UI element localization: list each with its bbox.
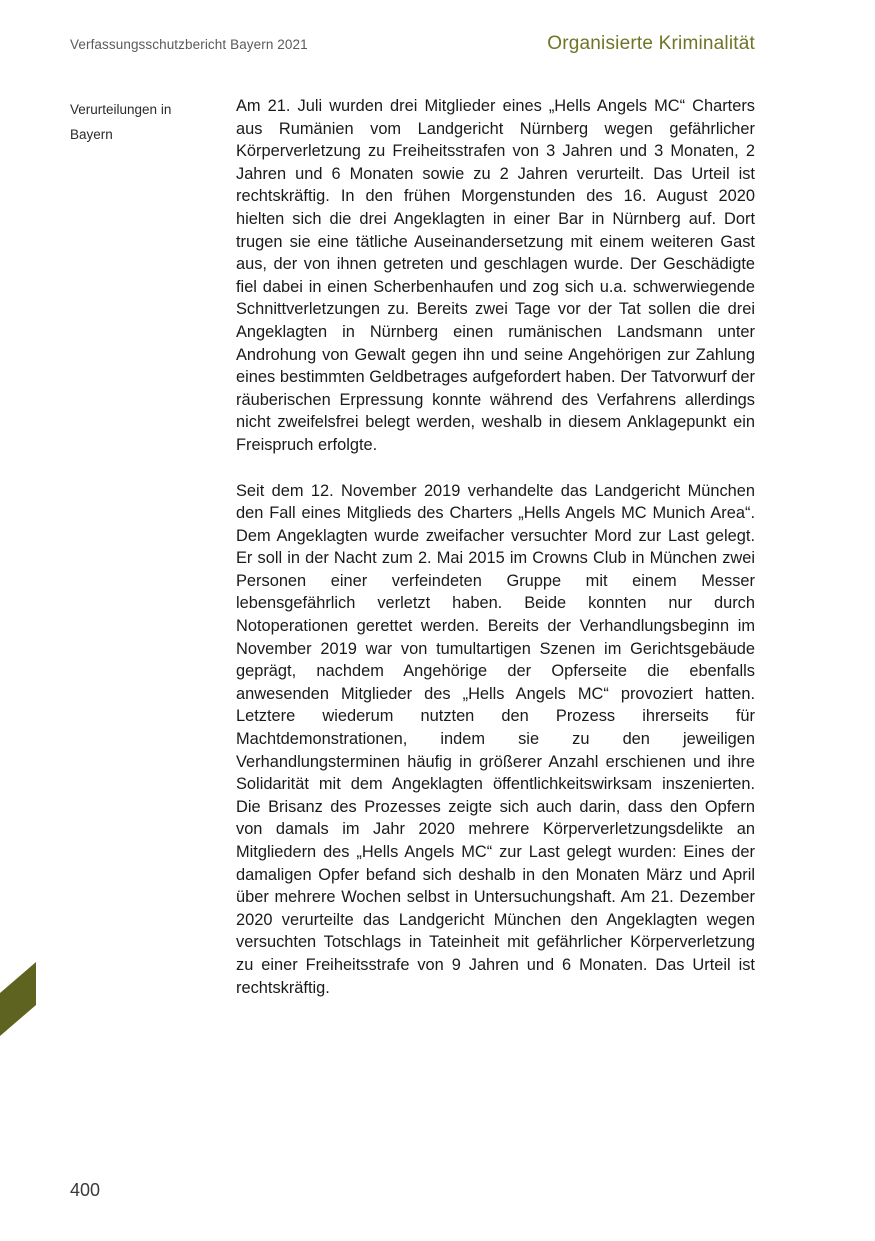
running-header-publication: Verfassungsschutzbericht Bayern 2021: [70, 37, 308, 52]
margin-note-line-1: Verurteilungen in: [70, 102, 172, 117]
margin-note: [70, 97, 210, 147]
page-number: 400: [70, 1180, 101, 1200]
section-marker-shape: [0, 962, 36, 1036]
running-header-section: Organisierte Kriminalität: [547, 33, 755, 54]
paragraph-1: Am 21. Juli wurden drei Mitglieder eines „Hells Angels MC“ Charters aus Rumänien vom Landgericht Nürnberg wegen gefährlicher Körperverletzung zu Freiheitsstrafen von 3 Jahren und 3 Monaten, 2 Jahren und 6 Monaten sowie zu 2 Jahren verurteilt. Das Urteil ist rechtskräftig. In den frühen Morgenstunden des 16. August 2020 hielten sich die drei Angeklagten in einer Bar in Nürnberg auf. Dort trugen sie eine tätliche Auseinandersetzung mit einem weiteren Gast aus, der von ihnen getreten und geschlagen wurde. Der Geschädigte fiel dabei in einen Scherbenhaufen und zog sich u.a. schwerwiegende Schnittverletzungen zu. Bereits zwei Tage vor der Tat sollen die drei Angeklagten in Nürnberg einen rumänischen Landsmann unter Androhung von Gewalt gegen ihn und seine Angehörigen zur Zahlung eines bestimmten Geldbetrages aufgefordert haben. Der Tatvorwurf der räuberischen Erpressung konnte während des Verfahrens allerdings nicht zweifelsfrei belegt werden, weshalb in diesem Anklagepunkt ein Freispruch erfolgte.: [236, 97, 755, 454]
paragraph-2: Seit dem 12. November 2019 verhandelte das Landgericht München den Fall eines Mitglieds des Charters „Hells Angels MC Munich Area“. Dem Angeklagten wurde zweifacher versuchter Mord zur Last gelegt. Er soll in der Nacht zum 2. Mai 2015 im Crowns Club in München zwei Personen einer verfeindeten Gruppe mit einem Messer lebensgefährlich verletzt haben. Beide konnten nur durch Notoperationen gerettet werden. Bereits der Verhandlungsbeginn im November 2019 war von tumultartigen Szenen im Gerichtsgebäude geprägt, nachdem Angehörige der Opferseite die ebenfalls anwesenden Mitglieder des „Hells Angels MC“ provoziert hatten. Letztere wiederum nutzten den Prozess ihrerseits für Machtdemonstrationen, indem sie zu den jeweiligen Verhandlungsterminen häufig in größerer Anzahl erschienen und ihre Solidarität mit dem Angeklagten öffentlichkeitswirksam inszenierten. Die Brisanz des Prozesses zeigte sich auch darin, dass den Opfern von damals im Jahr 2020 mehrere Körperverletzungsdelikte an Mitgliedern des „Hells Angels MC“ zur Last gelegt wurden: Eines der damaligen Opfer befand sich deshalb in den Monaten März und April über mehrere Wochen selbst in Untersuchungshaft. Am 21. Dezember 2020 verurteilte das Landgericht München den Angeklagten wegen versuchten Totschlags in Tateinheit mit gefährlicher Körperverletzung zu einer Freiheitsstrafe von 9 Jahren und 6 Monaten. Das Urteil ist rechtskräftig.: [236, 481, 755, 997]
margin-note-line-2: Bayern: [70, 127, 113, 142]
body-text: [236, 95, 755, 1022]
